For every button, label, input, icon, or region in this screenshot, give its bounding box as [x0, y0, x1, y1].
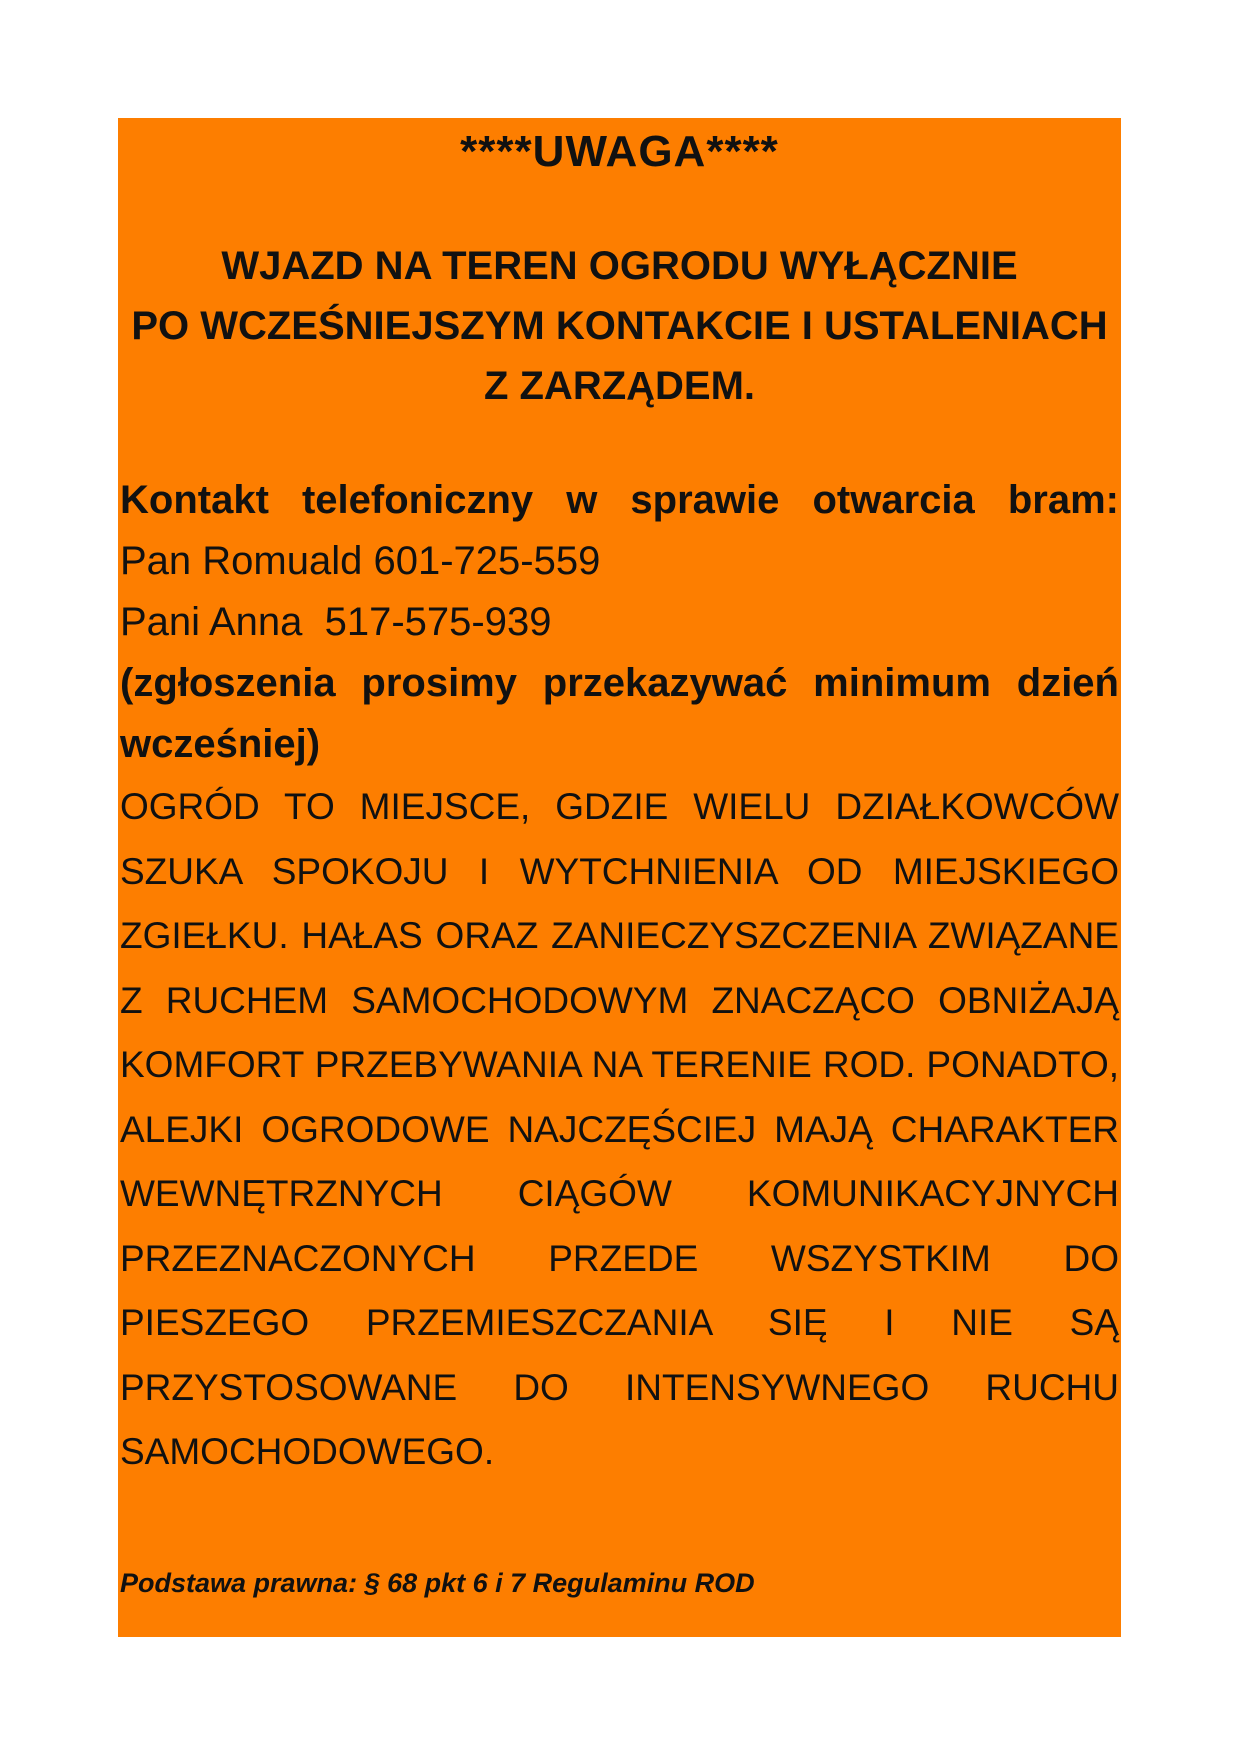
entry-line: PO WCZEŚNIEJSZYM KONTAKCIE I USTALENIACH	[131, 304, 1108, 348]
notice-box	[118, 118, 1121, 1637]
body-paragraph: OGRÓD TO MIEJSCE, GDZIE WIELU DZIAŁKOWCÓW SZUKA SPOKOJU I WYTCHNIENIA OD MIEJSKIEGO ZGIEŁKU. HAŁAS ORAZ ZANIECZYSZCZENIA ZWIĄZANE Z RUCHEM SAMOCHODOWYM ZNACZĄCO OBNIŻAJĄ KOMFORT PRZEBYWANIA NA TERENIE ROD. PONADTO, ALEJKI OGRODOWE NAJCZĘŚCIEJ MAJĄ CHARAKTER WEWNĘTRZNYCH CIĄGÓW KOMUNIKACYJNYCH PRZEZNACZONYCH PRZEDE WSZYSTKIM DO PIESZEGO PRZEMIESZCZANIA SIĘ I NIE SĄ PRZYSTOSOWANE DO INTENSYWNEGO RUCHU SAMOCHODOWEGO.	[120, 786, 1119, 1472]
entry-line: WJAZD NA TEREN OGRODU WYŁĄCZNIE	[221, 244, 1018, 288]
contact-section	[120, 470, 1119, 775]
notice-title: ****UWAGA****	[460, 127, 779, 176]
contact-heading: Kontakt telefoniczny w sprawie otwarcia bram:	[120, 478, 1119, 522]
contact-anna: Pani Anna 517-575-939	[120, 600, 552, 644]
legal-basis: Podstawa prawna: § 68 pkt 6 i 7 Regulaminu ROD	[120, 1568, 755, 1598]
contact-romuald: Pan Romuald 601-725-559	[120, 539, 601, 583]
entry-restriction	[120, 236, 1119, 416]
entry-line: Z ZARZĄDEM.	[483, 364, 756, 408]
request-note: (zgłoszenia prosimy przekazywać minimum dzień wcześniej)	[120, 661, 1119, 766]
